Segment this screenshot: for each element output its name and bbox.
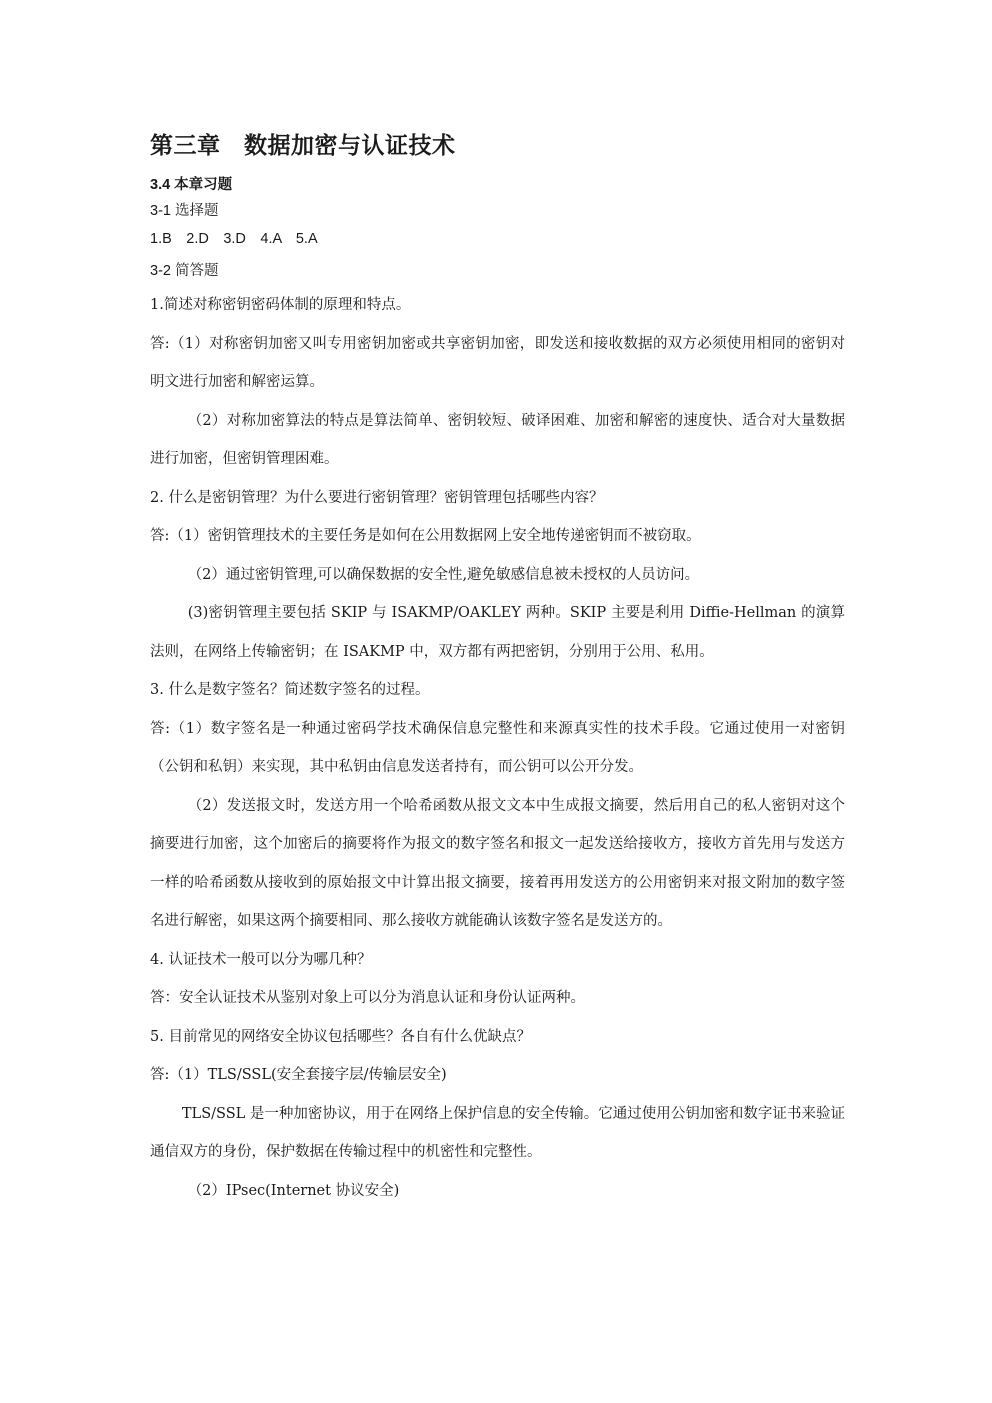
answer-2-part-1: 答:（1）密钥管理技术的主要任务是如何在公用数据网上安全地传递密钥而不被窃取。 — [150, 528, 701, 544]
answer-5-tls-description: TLS/SSL 是一种加密协议，用于在网络上保护信息的安全传输。它通过使用公钥加密和数字证书来验证通信双方的身份，保护数据在传输过程中的机密性和完整性。 — [150, 1105, 845, 1160]
question-2: 2. 什么是密钥管理？为什么要进行密钥管理？密钥管理包括哪些内容？ — [150, 489, 604, 506]
question-1: 1.简述对称密钥密码体制的原理和特点。 — [150, 297, 411, 313]
choice-heading: 3-1 选择题 — [150, 203, 219, 219]
answer-3-part-2: （2）发送报文时，发送方用一个哈希函数从报文文本中生成报文摘要，然后用自己的私人密钥对这个摘要进行加密，这个加密后的摘要将作为报文的数字签名和报文一起发送给接收方，接收方首先用与发送方一样的哈希函数从接收到的原始报文中计算出报文摘要，接着再用发送方的公用密钥来对报文附加的数字签名进行解密，如果这两个摘要相同、那么接收方就能确认该数字签名是发送方的。 — [150, 797, 845, 929]
chapter-title: 第三章 数据加密与认证技术 — [150, 133, 456, 159]
answer-1-part-1: 答:（1）对称密钥加密又叫专用密钥加密或共享密钥加密，即发送和接收数据的双方必须使用相同的密钥对明文进行加密和解密运算。 — [150, 335, 845, 390]
choice-answers: 1.B 2.D 3.D 4.A 5.A — [150, 231, 318, 247]
answer-2-part-2: （2）通过密钥管理,可以确保数据的安全性,避免敏感信息被未授权的人员访问。 — [187, 566, 700, 583]
document-content — [150, 126, 845, 1210]
answer-5-part-2: （2）IPsec(Internet 协议安全) — [187, 1182, 400, 1199]
section-heading: 3.4 本章习题 — [150, 177, 233, 193]
answer-3-part-1: 答:（1）数字签名是一种通过密码学技术确保信息完整性和来源真实性的技术手段。它通过使用一对密钥（公钥和私钥）来实现，其中私钥由信息发送者持有，而公钥可以公开分发。 — [150, 720, 845, 775]
question-5: 5. 目前常见的网络安全协议包括哪些？各自有什么优缺点？ — [150, 1028, 531, 1045]
answer-2-part-3: (3)密钥管理主要包括 SKIP 与 ISAKMP/OAKLEY 两种。SKIP 主要是利用 Diffie-Hellman 的演算法则，在网络上传输密钥；在 ISAKMP 中，双方都有两把密钥，分别用于公用、私用。 — [150, 605, 845, 660]
answer-5-part-1: 答:（1）TLS/SSL(安全套接字层/传输层安全) — [150, 1067, 447, 1083]
question-3: 3. 什么是数字签名？简述数字签名的过程。 — [150, 682, 430, 698]
answer-4: 答：安全认证技术从鉴别对象上可以分为消息认证和身份认证两种。 — [150, 990, 585, 1006]
answer-1-part-2: （2）对称加密算法的特点是算法简单、密钥较短、破译困难、加密和解密的速度快、适合对大量数据进行加密，但密钥管理困难。 — [150, 412, 845, 467]
question-4: 4. 认证技术一般可以分为哪几种？ — [150, 951, 372, 968]
short-answer-heading: 3-2 简答题 — [150, 263, 219, 279]
